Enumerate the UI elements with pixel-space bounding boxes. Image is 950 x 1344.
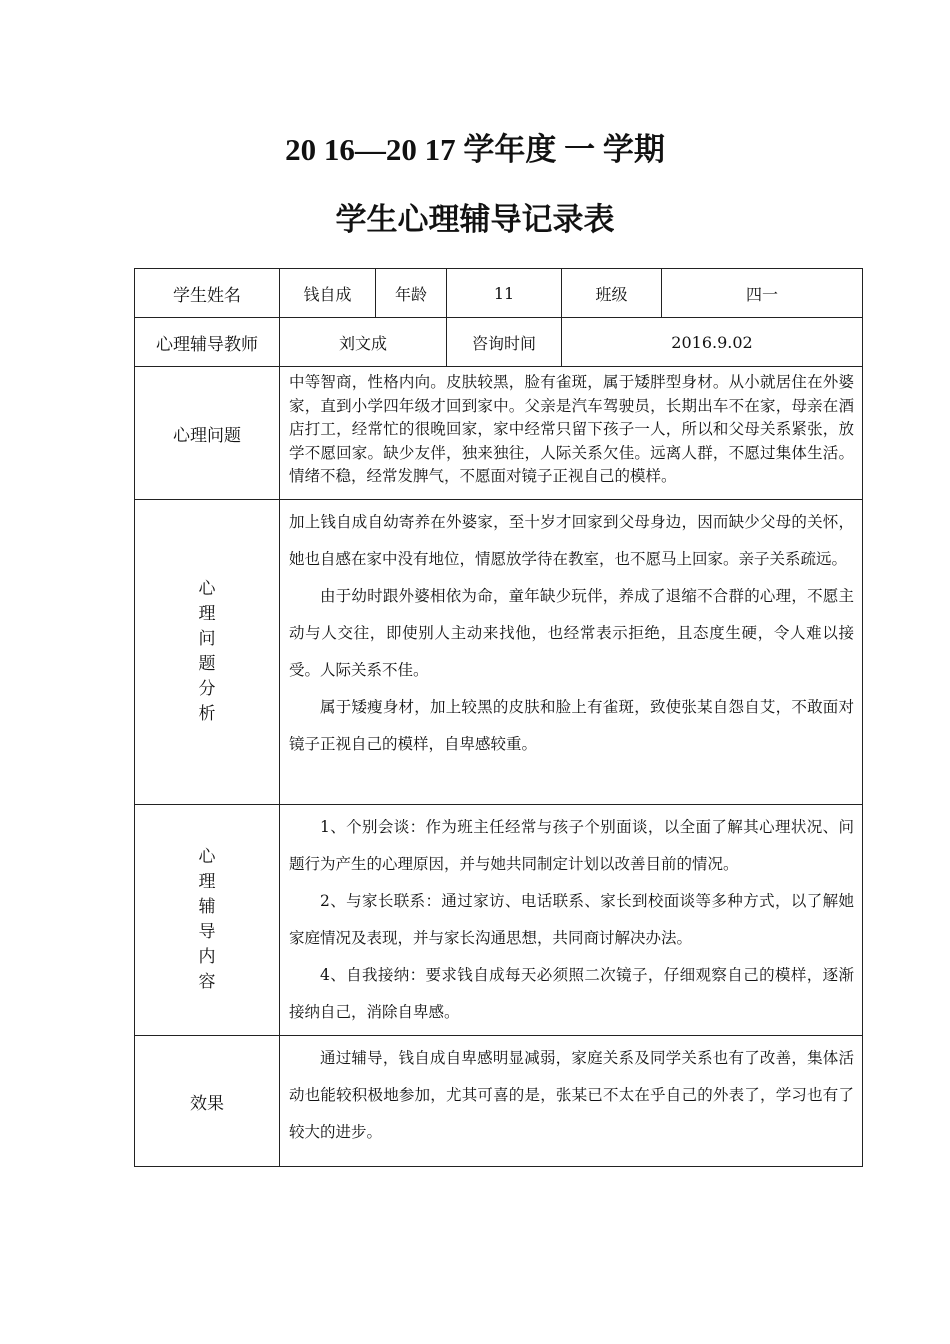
- form-title: 学生心理辅导记录表: [335, 202, 615, 238]
- consult-time-label: 咨询时间: [447, 318, 562, 367]
- analysis-label-char: 心: [198, 579, 216, 599]
- guidance-paragraph: 2、与家长联系：通过家访、电话联系、家长到校面谈等多种方式，以了解她家庭情况及表现，并与家长沟通思想，共同商讨解决办法。: [289, 892, 854, 947]
- guidance-paragraph: 4、自我接纳：要求钱自成每天必须照二次镜子，仔细观察自己的模样，逐渐接纳自己，消除自卑感。: [289, 966, 854, 1021]
- analysis-text-cell: [280, 500, 863, 805]
- row-student-info: [135, 269, 863, 318]
- student-name-label: 学生姓名: [135, 269, 280, 318]
- age-label: 年龄: [376, 269, 447, 318]
- guidance-label-char: 容: [198, 972, 216, 992]
- analysis-label: [135, 500, 280, 805]
- row-analysis: [135, 500, 863, 805]
- row-effect: [135, 1036, 863, 1167]
- guidance-paragraph: 1、个别会谈：作为班主任经常与孩子个别面谈，以全面了解其心理状况、问题行为产生的心理原因，并与她共同制定计划以改善目前的情况。: [289, 818, 854, 873]
- guidance-label-char: 导: [198, 922, 216, 942]
- problem-label: 心理问题: [135, 367, 280, 500]
- row-guidance-content: [135, 805, 863, 1036]
- age-value: 11: [447, 269, 562, 318]
- guidance-label-char: 理: [198, 872, 216, 892]
- guidance-label-char: 心: [198, 847, 216, 867]
- guidance-label-char: 辅: [198, 897, 216, 917]
- form-title-year: 20 16—20 17 学年度 一 学期: [285, 132, 665, 167]
- class-value: 四一: [662, 269, 863, 318]
- guidance-content-label: [135, 805, 280, 1036]
- guidance-text-cell: [280, 805, 863, 1036]
- effect-text-cell: [280, 1036, 863, 1167]
- consult-time-value: 2016.9.02: [562, 318, 863, 367]
- problem-text: 中等智商，性格内向。皮肤较黑，脸有雀斑，属于矮胖型身材。从小就居住在外婆家，直到小学四年级才回到家中。父亲是汽车驾驶员，长期出车不在家，母亲在酒店打工，经常忙的很晚回家，家中经常只留下孩子一人，所以和父母关系紧张，放学不愿回家。缺少友伴，独来独往，人际关系欠佳。远离人群，不愿过集体生活。情绪不稳，经常发脾气，不愿面对镜子正视自己的模样。: [289, 373, 854, 485]
- effect-text: 通过辅导，钱自成自卑感明显减弱，家庭关系及同学关系也有了改善，集体活动也能较积极地参加，尤其可喜的是，张某已不太在乎自己的外表了，学习也有了较大的进步。: [289, 1049, 854, 1141]
- teacher-value: 刘文成: [280, 318, 447, 367]
- guidance-label-char: 内: [198, 947, 216, 967]
- analysis-paragraph: 加上钱自成自幼寄养在外婆家，至十岁才回家到父母身边，因而缺少父母的关怀，她也自感在家中没有地位，情愿放学待在教室，也不愿马上回家。亲子关系疏远。: [289, 513, 854, 568]
- analysis-label-char: 理: [198, 604, 216, 624]
- analysis-paragraph: 由于幼时跟外婆相依为命，童年缺少玩伴，养成了退缩不合群的心理，不愿主动与人交往，即使别人主动来找他，也经常表示拒绝，且态度生硬，令人难以接受。人际关系不佳。: [289, 587, 854, 679]
- analysis-label-char: 题: [198, 654, 216, 674]
- row-teacher-info: [135, 318, 863, 367]
- analysis-label-char: 分: [198, 679, 216, 699]
- analysis-label-char: 问: [198, 629, 216, 649]
- analysis-label-char: 析: [198, 704, 216, 724]
- row-problem: [135, 367, 863, 500]
- analysis-paragraph: 属于矮瘦身材，加上较黑的皮肤和脸上有雀斑，致使张某自怨自艾，不敢面对镜子正视自己的模样，自卑感较重。: [289, 698, 854, 753]
- record-table: [134, 268, 863, 1167]
- effect-label: 效果: [135, 1036, 280, 1167]
- teacher-label: 心理辅导教师: [135, 318, 280, 367]
- problem-text-cell: [280, 367, 863, 500]
- student-name-value: 钱自成: [280, 269, 376, 318]
- class-label: 班级: [562, 269, 662, 318]
